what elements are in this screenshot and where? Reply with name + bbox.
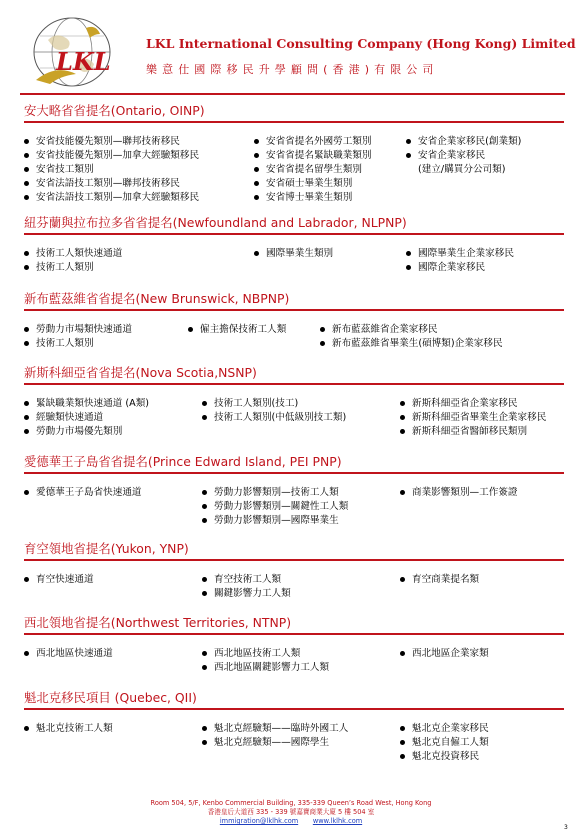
bullet-icon [24, 341, 29, 346]
program-list-item [400, 736, 489, 750]
company-name-en: LKL International Consulting Company (Hong Kong) Limited [146, 36, 576, 51]
program-list-item [24, 177, 199, 191]
bullet-icon [202, 490, 207, 495]
program-name: 育空技術工人類 [214, 573, 282, 585]
bullet-icon [188, 327, 193, 332]
header-divider [20, 93, 565, 95]
program-column [202, 486, 348, 528]
program-column [406, 247, 514, 275]
program-name: 關鍵影響力工人類 [214, 587, 291, 599]
program-list-item [406, 135, 521, 149]
section-divider [24, 559, 564, 561]
program-name: 國際畢業生企業家移民 [418, 247, 514, 259]
bullet-icon [254, 195, 259, 200]
bullet-icon [24, 181, 29, 186]
program-list-item [24, 425, 149, 439]
program-column [400, 397, 546, 439]
program-list-item [202, 500, 348, 514]
program-column [202, 722, 348, 750]
program-name: 技術工人類快速通道 [36, 247, 123, 259]
program-name: 新布藍茲維省畢業生(碩博類)企業家移民 [332, 337, 503, 349]
bullet-icon [202, 740, 207, 745]
program-name: 安省省提名外國勞工類別 [266, 135, 372, 147]
program-column [188, 323, 286, 337]
program-section [24, 103, 564, 203]
bullet-icon [24, 327, 29, 332]
program-list-item [202, 514, 348, 528]
bullet-icon [400, 740, 405, 745]
program-list-item [254, 177, 372, 191]
bullet-icon [24, 251, 29, 256]
program-column [400, 722, 489, 764]
bullet-icon [202, 401, 207, 406]
bullet-icon [400, 726, 405, 731]
footer-email-link[interactable]: immigration@lklhk.com [219, 817, 299, 825]
program-name: 安省技能優先類別—聯邦技術移民 [36, 135, 180, 147]
bullet-icon [400, 415, 405, 420]
section-title: 魁北克移民項目 (Quebec, QII) [24, 690, 197, 705]
section-divider [24, 121, 564, 123]
program-section [24, 541, 564, 599]
program-list-item [24, 337, 132, 351]
page-number: 3 [564, 824, 568, 831]
section-title: 安大略省省提名(Ontario, OINP) [24, 103, 205, 118]
program-list-item [320, 337, 503, 351]
program-name: 技術工人類別(技工) [214, 397, 299, 409]
program-column [24, 323, 132, 351]
program-list-item [24, 573, 94, 587]
bullet-icon [320, 341, 325, 346]
program-name: 安省企業家移民 [418, 149, 486, 161]
footer-website-link[interactable]: www.lklhk.com [312, 817, 363, 825]
program-list-item [406, 163, 521, 177]
bullet-icon [24, 167, 29, 172]
program-list-item [254, 247, 333, 261]
program-list-item [24, 486, 142, 500]
bullet-icon [24, 577, 29, 582]
bullet-icon [24, 139, 29, 144]
program-name: 西北地區技術工人類 [214, 647, 301, 659]
program-column [400, 647, 489, 661]
program-section [24, 215, 564, 273]
bullet-icon [202, 518, 207, 523]
bullet-icon [202, 504, 207, 509]
section-divider [24, 633, 564, 635]
program-name: 新斯科細亞省畢業生企業家移民 [412, 411, 547, 423]
program-name: 勞動力影響類別—關鍵性工人類 [214, 500, 349, 512]
program-list-item [400, 573, 479, 587]
bullet-icon [400, 490, 405, 495]
bullet-icon [400, 401, 405, 406]
program-list-item [400, 722, 489, 736]
program-column [24, 573, 94, 587]
program-name: 勞動力影響類別—國際畢業生 [214, 514, 339, 526]
program-name: 西北地區關鍵影響力工人類 [214, 661, 330, 673]
program-section [24, 291, 564, 349]
program-name: 魁北克經驗類——國際學生 [214, 736, 330, 748]
bullet-icon [254, 153, 259, 158]
bullet-icon [400, 651, 405, 656]
program-list-item [24, 247, 122, 261]
program-list-item [24, 647, 113, 661]
program-section [24, 615, 564, 673]
bullet-icon [406, 251, 411, 256]
program-list-item [24, 135, 199, 149]
section-title: 西北領地省提名(Northwest Territories, NTNP) [24, 615, 292, 630]
program-list-item [24, 149, 199, 163]
bullet-icon [400, 754, 405, 759]
program-name: 育空快速通道 [36, 573, 94, 585]
section-title: 育空領地省提名(Yukon, YNP) [24, 541, 189, 556]
bullet-icon [406, 153, 411, 158]
program-name: 勞動力市場類快速通道 [36, 323, 132, 335]
footer [0, 799, 582, 826]
program-list-item [202, 397, 346, 411]
logo-text: LKL [56, 47, 111, 76]
program-list-item [400, 486, 518, 500]
program-list-item [202, 411, 346, 425]
program-column [24, 486, 142, 500]
program-list-item [24, 722, 113, 736]
program-list-item [254, 149, 372, 163]
program-column [24, 647, 113, 661]
program-name: 安省博士畢業生類別 [266, 191, 353, 203]
section-divider [24, 233, 564, 235]
program-list-item [400, 750, 489, 764]
program-list-item [202, 573, 291, 587]
bullet-icon [24, 195, 29, 200]
program-name: 西北地區企業家類 [412, 647, 489, 659]
program-list-item [406, 261, 514, 275]
program-column [254, 247, 333, 261]
program-name: 商業影響類別—工作簽證 [412, 486, 518, 498]
bullet-icon [24, 401, 29, 406]
section-divider [24, 309, 564, 311]
program-name: (建立/購買分公司類) [418, 163, 506, 175]
program-list-item [202, 736, 348, 750]
program-name: 安省法語技工類別—聯邦技術移民 [36, 177, 180, 189]
program-name: 安省技能優先類別—加拿大經驗類移民 [36, 149, 200, 161]
bullet-icon [254, 167, 259, 172]
program-section [24, 690, 564, 762]
program-name: 技術工人類別(中低級別技工類) [214, 411, 347, 423]
program-column [202, 397, 346, 425]
program-section [24, 454, 564, 526]
bullet-icon [254, 139, 259, 144]
program-name: 技術工人類別 [36, 337, 94, 349]
section-divider [24, 383, 564, 385]
program-name: 新布藍茲維省企業家移民 [332, 323, 438, 335]
bullet-icon [202, 415, 207, 420]
program-name: 新斯科細亞省企業家移民 [412, 397, 518, 409]
bullet-icon [24, 490, 29, 495]
program-name: 魁北克經驗類——臨時外國工人 [214, 722, 349, 734]
bullet-icon [24, 429, 29, 434]
program-column [406, 135, 521, 177]
program-list-item [188, 323, 286, 337]
program-list-item [406, 247, 514, 261]
program-list-item [24, 191, 199, 205]
program-column [24, 397, 149, 439]
program-name: 安省法語技工類別—加拿大經驗類移民 [36, 191, 200, 203]
program-column [202, 647, 329, 675]
program-column [24, 722, 113, 736]
section-title: 紐芬蘭與拉布拉多省省提名(Newfoundland and Labrador, NLPNP) [24, 215, 407, 230]
program-name: 經驗類快速通道 [36, 411, 104, 423]
program-list-item [400, 397, 546, 411]
program-column [320, 323, 503, 351]
program-list-item [202, 486, 348, 500]
bullet-icon [400, 577, 405, 582]
section-divider [24, 472, 564, 474]
program-list-item [400, 425, 546, 439]
bullet-icon [202, 577, 207, 582]
program-list-item [202, 722, 348, 736]
letterhead [20, 14, 576, 94]
program-name: 安省碩士畢業生類別 [266, 177, 353, 189]
bullet-icon [406, 139, 411, 144]
bullet-icon [254, 181, 259, 186]
section-divider [24, 708, 564, 710]
footer-contact [0, 817, 582, 826]
bullet-icon [202, 591, 207, 596]
program-list-item [400, 647, 489, 661]
bullet-icon [254, 251, 259, 256]
bullet-icon [320, 327, 325, 332]
program-name: 新斯科細亞省醫師移民類別 [412, 425, 528, 437]
program-section [24, 365, 564, 437]
program-list-item [24, 261, 122, 275]
bullet-icon [202, 726, 207, 731]
bullet-icon [24, 726, 29, 731]
bullet-icon [24, 265, 29, 270]
program-column [202, 573, 291, 601]
program-column [254, 135, 372, 205]
program-name: 勞動力市場優先類別 [36, 425, 123, 437]
program-name: 育空商業提名類 [412, 573, 480, 585]
program-list-item [202, 587, 291, 601]
bullet-icon [24, 153, 29, 158]
program-name: 國際企業家移民 [418, 261, 486, 273]
company-logo [26, 16, 130, 92]
bullet-icon [406, 265, 411, 270]
program-column [400, 573, 479, 587]
program-name: 魁北克企業家移民 [412, 722, 489, 734]
bullet-icon [202, 651, 207, 656]
bullet-icon [202, 665, 207, 670]
program-column [24, 247, 122, 275]
program-name: 僱主擔保技術工人類 [200, 323, 287, 335]
program-name: 安省技工類別 [36, 163, 94, 175]
section-title: 新斯科細亞省省提名(Nova Scotia,NSNP) [24, 365, 257, 380]
program-name: 安省企業家移民(創業類) [418, 135, 522, 147]
program-name: 安省省提名留學生類別 [266, 163, 362, 175]
program-name: 緊缺職業類快速通道 (A類) [36, 397, 150, 409]
program-name: 愛德華王子島省快速通道 [36, 486, 142, 498]
program-list-item [406, 149, 521, 163]
program-list-item [24, 323, 132, 337]
program-name: 技術工人類別 [36, 261, 94, 273]
program-list-item [320, 323, 503, 337]
program-list-item [400, 411, 546, 425]
bullet-icon [24, 651, 29, 656]
bullet-icon [400, 429, 405, 434]
program-list-item [24, 397, 149, 411]
program-list-item [254, 135, 372, 149]
program-name: 國際畢業生類別 [266, 247, 334, 259]
company-name-zh: 樂意仕國際移民升學顧問(香港)有限公司 [146, 63, 439, 76]
program-name: 安省省提名緊缺職業類別 [266, 149, 372, 161]
program-column [24, 135, 199, 205]
program-name: 魁北克自僱工人類 [412, 736, 489, 748]
program-list-item [24, 163, 199, 177]
program-list-item [202, 661, 329, 675]
program-name: 西北地區快速通道 [36, 647, 113, 659]
program-name: 魁北克技術工人類 [36, 722, 113, 734]
footer-address-zh: 香港皇后大道西 335 - 339 號嘉寶商業大廈 5 樓 504 室 [207, 808, 375, 816]
program-list-item [254, 191, 372, 205]
program-name: 勞動力影響類別—技術工人類 [214, 486, 339, 498]
program-list-item [202, 647, 329, 661]
section-title: 愛德華王子島省省提名(Prince Edward Island, PEI PNP) [24, 454, 342, 469]
section-title: 新布藍茲維省省提名(New Brunswick, NBPNP) [24, 291, 290, 306]
program-column [400, 486, 518, 500]
program-name: 魁北克投資移民 [412, 750, 480, 762]
footer-address-en: Room 504, 5/F, Kenbo Commercial Building, 335-339 Queen’s Road West, Hong Kong [150, 799, 432, 807]
bullet-icon [24, 415, 29, 420]
program-list-item [254, 163, 372, 177]
program-list-item [24, 411, 149, 425]
